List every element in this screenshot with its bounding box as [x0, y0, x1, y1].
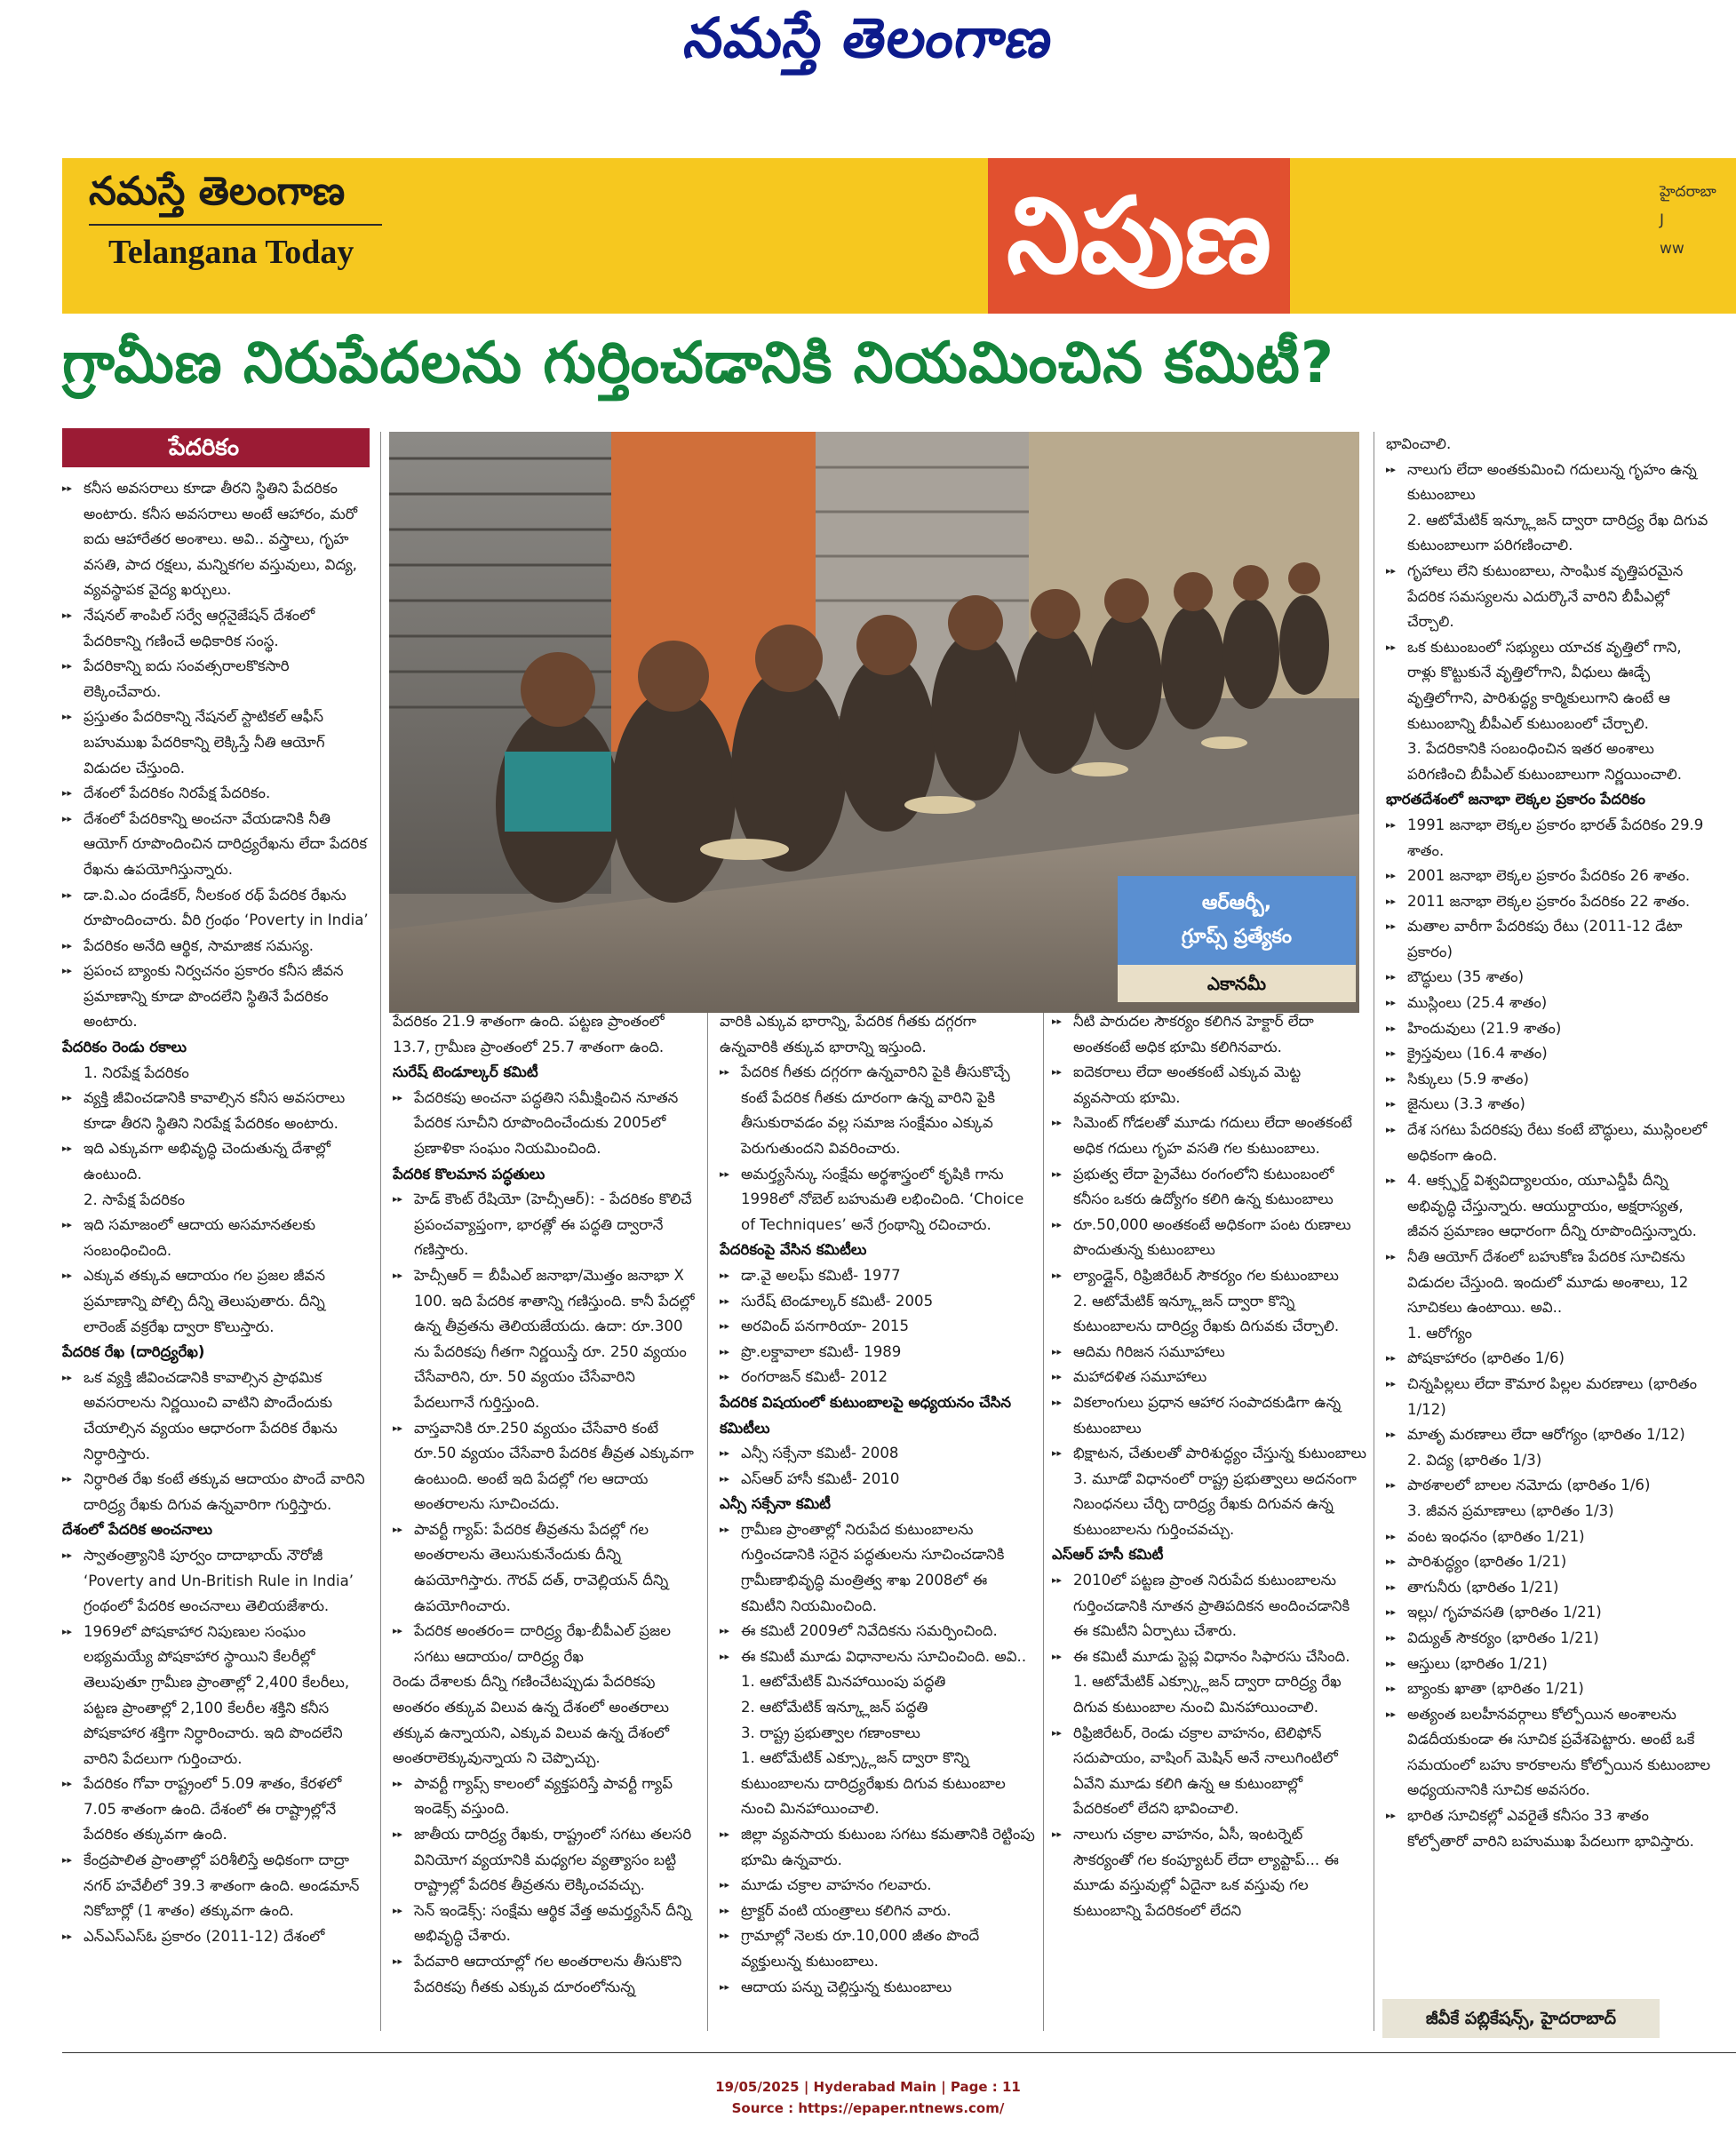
- numbered-item: 2. సాపేక్ష పేదరికం: [84, 1190, 185, 1208]
- bullet-point: ▸▸ పావర్టీ గ్యాప్: పేదరిక తీవ్రతను పేదల్లో గల అంతరాలను తెలుసుకునేందుకు దీన్ని ఉపయోగిస్తారు. గౌరవ్ దత్, రావెల్లియన్ దీన్ని ఉపయోగించారు.: [393, 1517, 695, 1619]
- bullet-point: ▸▸ కనీస అవసరాలు కూడా తీరని స్థితిని పేదరికం అంటారు. కనీస అవసరాలు అంటే ఆహారం, మరో ఐదు ఆహారేతర అంశాలు. అవి.. వస్త్రాలు, గృహ వసతి, పాద రక్షలు, మన్నికగల వస్తువులు, విద్య, వ్యవస్థాపక వైద్య ఖర్చులు.: [62, 476, 370, 603]
- bullet-point: ▸▸ డా.వి.ఎం దండేకర్, నీలకంఠ రథ్ పేదరిక రేఖను రూపొందించారు. వీరి గ్రంథం ‘Poverty in India’: [62, 883, 370, 934]
- brand-divider: [89, 224, 382, 226]
- numbered-item: 1. ఆటోమేటిక్ మినహాయింపు పద్ధతి: [741, 1673, 946, 1691]
- bullet-point: ▸▸ నీతి ఆయోగ్ దేశంలో బహుకోణ పేదరిక సూచికను విడుదల చేస్తుంది. ఇందులో మూడు అంశాలు, 12 సూచికలు ఉంటాయి. అవి..: [1386, 1245, 1711, 1321]
- bullet-point: ▸▸ 2010లో పట్టణ ప్రాంత నిరుపేద కుటుంబాలను గుర్తించడానికి నూతన ప్రాతిపదికన అందించడానికి ఈ కమిటీని ఏర్పాటు చేశారు.: [1052, 1568, 1366, 1644]
- article-headline: గ్రామీణ నిరుపేదలను గుర్తించడానికి నియమించిన కమిటీ?: [62, 330, 1334, 396]
- numbered-item: 3. జీవన ప్రమాణాలు (భారితం 1/3): [1407, 1501, 1614, 1519]
- bullet-point: ▸▸ రూ.50,000 అంతకంటే అధికంగా పంట రుణాలు పొందుతున్న కుటుంబాలు: [1052, 1213, 1366, 1263]
- header-right-line: హైదరాబా: [1660, 183, 1716, 201]
- footer-edition-info: 19/05/2025 | Hyderabad Main | Page : 11: [715, 2079, 1021, 2095]
- bullet-point: ▸▸ అత్యంత బలహీనవర్గాలు కోల్పోయిన అంశాలను విడదీయకుండా ఈ సూచిక ప్రవేశపెట్టారు. అంటే ఒకే సమయంలో బహు కారకాలను కోల్పోయిన కుటుంబాల అధ్యయనానికి సూచిక అవసరం.: [1386, 1702, 1711, 1804]
- bullet-point: ▸▸ రిఫ్రిజిరేటర్, రెండు చక్రాల వాహనం, టెలిఫోన్ సదుపాయం, వాషింగ్ మెషిన్ అనే నాలుగింటిలో ఏవేని మూడు కలిగి ఉన్న ఆ కుటుంబాల్లో పేదరికంలో లేదని భావించాలి.: [1052, 1721, 1366, 1822]
- bullet-point: ▸▸ ఎక్కువ తక్కువ ఆదాయం గల ప్రజల జీవన ప్రమాణాన్ని పోల్చి దీన్ని తెలుపుతారు. దీన్ని లారెంజ్ వక్రరేఖ ద్వారా కొలుస్తారు.: [62, 1263, 370, 1340]
- column-1: [62, 476, 370, 2027]
- numbered-item: 2. ఆటోమేటిక్ ఇన్క్లూజన్ ద్వారా కొన్ని కుటుంబాలను దారిద్ర్య రేఖకు దిగువకు చేర్చాలి.: [1073, 1292, 1340, 1335]
- bullet-point: ▸▸ వికలాంగులు ప్రధాన ఆహార సంపాదకుడిగా ఉన్న కుటుంబాలు: [1052, 1390, 1366, 1441]
- header-right-info: [1660, 178, 1716, 263]
- subheading: భారతదేశంలో జనాభా లెక్కల ప్రకారం పేదరికం: [1386, 791, 1645, 808]
- bullet-point: ▸▸ బ్యాంకు ఖాతా (భారితం 1/21): [1386, 1676, 1711, 1702]
- bullet-point: ▸▸ నీటి పారుదల సౌకర్యం కలిగిన హెక్టార్ లేదా అంతకంటే అధిక భూమి కలిగినవారు.: [1052, 1009, 1366, 1060]
- column-4: [1052, 1009, 1366, 2027]
- bullet-point: ▸▸ పావర్టీ గ్యాప్స్ కాలంలో వ్యక్తపరిస్తే పావర్టీ గ్యాప్ ఇండెక్స్ వస్తుంది.: [393, 1772, 695, 1822]
- bullet-point: ▸▸ పాఠశాలలో బాలల నమోదు (భారితం 1/6): [1386, 1473, 1711, 1499]
- bullet-point: ▸▸ ప్రపంచ బ్యాంకు నిర్వచనం ప్రకారం కనీస జీవన ప్రమాణాన్ని కూడా పొందలేని స్థితినే పేదరికం అంటారు.: [62, 959, 370, 1035]
- bullet-point: ▸▸ ప్రభుత్వ లేదా ప్రైవేటు రంగంలోని కుటుంబంలో కనీసం ఒకరు ఉద్యోగం కలిగి ఉన్న కుటుంబాలు: [1052, 1162, 1366, 1213]
- bullet-point: ▸▸ నాలుగు లేదా అంతకుమించి గదులున్న గృహం ఉన్న కుటుంబాలు: [1386, 458, 1711, 508]
- numbered-item: 2. ఆటోమేటిక్ ఇన్క్లూజన్ ద్వారా దారిద్ర్య రేఖ దిగువ కుటుంబాలుగా పరిగణించాలి.: [1407, 511, 1708, 554]
- numbered-item: 2. ఆటోమేటిక్ ఇన్క్లూజన్ పద్ధతి: [741, 1699, 928, 1716]
- bullet-point: ▸▸ పేదవారి ఆదాయాల్లో గల అంతరాలను తీసుకొని పేదరికపు గీతకు ఎక్కువ దూరంలోనున్న: [393, 1949, 695, 2000]
- bullet-point: ▸▸ 2011 జనాభా లెక్కల ప్రకారం పేదరికం 22 శాతం.: [1386, 889, 1711, 915]
- footer-divider: [62, 2052, 1736, 2053]
- bullet-point: ▸▸ 1991 జనాభా లెక్కల ప్రకారం భారత్ పేదరికం 29.9 శాతం.: [1386, 813, 1711, 864]
- bullet-point: ▸▸ చిన్నపిల్లలు లేదా కౌమార పిల్లల మరణాలు (భారితం 1/12): [1386, 1372, 1711, 1422]
- bullet-point: ▸▸ పేదరిక అంతరం= దారిద్ర్య రేఖ-బీపీఎల్ ప్రజల సగటు ఆదాయం/ దారిద్ర్య రేఖ: [393, 1619, 695, 1669]
- caption-highlight: [1118, 876, 1356, 965]
- header-right-line: J: [1660, 211, 1665, 229]
- bullet-point: ▸▸ నిర్ధారిత రేఖ కంటే తక్కువ ఆదాయం పొందే వారిని దారిద్ర్య రేఖకు దిగువ ఉన్నవారిగా గుర్తిస్తారు.: [62, 1467, 370, 1517]
- bullet-point: ▸▸ జిల్లా వ్యవసాయ కుటుంబ సగటు కమతానికి రెట్టింపు భూమి ఉన్నవారు.: [720, 1822, 1036, 1873]
- bullet-point: ▸▸ ఆదిమ గిరిజన సమూహాలు: [1052, 1340, 1366, 1366]
- numbered-item: 1. నిరపేక్ష పేదరికం: [84, 1063, 189, 1081]
- bullet-point: ▸▸ ప్రస్తుతం పేదరికాన్ని నేషనల్ స్టాటికల్ ఆఫీస్ బహుముఖ పేదరికాన్ని లెక్కిస్తే నీతి ఆయోగ్ విడుదల చేస్తుంది.: [62, 705, 370, 781]
- bullet-point: ▸▸ గ్రామాల్లో నెలకు రూ.10,000 జీతం పొందే వ్యక్తులున్న కుటుంబాలు.: [720, 1923, 1036, 1974]
- bullet-point: ▸▸ మాతృ మరణాలు లేదా ఆరోగ్యం (భారితం 1/12): [1386, 1422, 1711, 1448]
- column-divider: [707, 1013, 708, 2031]
- bullet-point: ▸▸ అరవింద్ పనగారియా- 2015: [720, 1314, 1036, 1340]
- bullet-point: ▸▸ సురేష్ టెండూల్కర్ కమిటీ- 2005: [720, 1289, 1036, 1315]
- numbered-item: 2. విద్య (భారితం 1/3): [1407, 1451, 1542, 1469]
- bullet-point: ▸▸ హెచ్సీఆర్ = బీపీఎల్ జనాభా/మొత్తం జనాభా X 100. ఇది పేదరిక శాతాన్ని గణిస్తుంది. కానీ పేదల్లో ఉన్న తీవ్రతను తెలియజేయదు. ఉదా: రూ.300 ను పేదరికపు గీతగా నిర్ణయిస్తే రూ. 250 వ్యయం చేసేవారిని, రూ. 50 వ్యయం చేసేవారిని పేదలుగానే గుర్తిస్తుంది.: [393, 1263, 695, 1416]
- numbered-item: 3. రాష్ట్ర ప్రభుత్వాల గణాంకాలు: [741, 1724, 920, 1741]
- bullet-point: ▸▸ విద్యుత్ సౌకర్యం (భారితం 1/21): [1386, 1626, 1711, 1652]
- subheading: పేదరికంపై వేసిన కమిటీలు: [720, 1241, 867, 1259]
- header-right-line: ww: [1660, 240, 1684, 258]
- paragraph: భావించాలి.: [1386, 435, 1452, 452]
- paragraph: రెండు దేశాలకు దీన్ని గణించేటప్పుడు పేదరికపు అంతరం తక్కువ విలువ ఉన్న దేశంలో అంతరాలు తక్కువ ఉన్నాయని, ఎక్కువ విలువ ఉన్న దేశంలో అంతరాలెక్కువున్నాయ ని చెప్పొచ్చు.: [393, 1673, 670, 1767]
- bullet-point: ▸▸ ఐదెకరాలు లేదా అంతకంటే ఎక్కువ మెట్ట వ్యవసాయ భూమి.: [1052, 1060, 1366, 1111]
- nipuna-title: నిపుణ: [1006, 173, 1272, 297]
- numbered-item: 1. ఆటోమేటిక్ ఎక్స్క్లూజన్ ద్వారా దారిద్ర్య రేఖ దిగువ కుటుంబాల నుంచి మినహాయించాలి.: [1073, 1673, 1342, 1716]
- bullet-point: ▸▸ జాతీయ దారిద్ర్య రేఖకు, రాష్ట్రంలో సగటు తలసరి వినియోగ వ్యయానికి మధ్యగల వ్యత్యాసం బట్టి రాష్ట్రాల్లో పేదరిక తీవ్రతను లెక్కించవచ్చు.: [393, 1822, 695, 1899]
- numbered-item: 3. మూడో విధానంలో రాష్ట్ర ప్రభుత్వాలు అదనంగా నిబంధనలు చేర్చి దారిద్ర్య రేఖకు దిగువన ఉన్న కుటుంబాలను గుర్తించవచ్చు.: [1073, 1469, 1357, 1538]
- bullet-point: ▸▸ సెన్ ఇండెక్స్: సంక్షేమ ఆర్థిక వేత్త అమర్త్యసేన్ దీన్ని అభివృద్ధి చేశారు.: [393, 1899, 695, 1949]
- bullet-point: ▸▸ ఇది ఎక్కువగా అభివృద్ధి చెందుతున్న దేశాల్లో ఉంటుంది.: [62, 1136, 370, 1187]
- bullet-point: ▸▸ క్రైస్తవులు (16.4 శాతం): [1386, 1041, 1711, 1067]
- bullet-point: ▸▸ వంట ఇంధనం (భారితం 1/21): [1386, 1525, 1711, 1550]
- subheading: పేదరిక రేఖ (దారిద్ర్యరేఖ): [62, 1343, 205, 1361]
- paragraph: పేదరికం 21.9 శాతంగా ఉంది. పట్టణ ప్రాంతంలో 13.7, గ్రామీణ ప్రాంతంలో 25.7 శాతంగా ఉంది.: [393, 1013, 665, 1055]
- bullet-point: ▸▸ ఎన్ఎస్ఎస్ఓ ప్రకారం (2011-12) దేశంలో: [62, 1924, 370, 1950]
- bullet-point: ▸▸ ఒక వ్యక్తి జీవించడానికి కావాల్సిన ప్రాథమిక అవసరాలను నిర్ణయించి వాటిని పొందేందుకు చేయాల్సిన వ్యయం ఆధారంగా పేదరిక రేఖను నిర్ధారిస్తారు.: [62, 1366, 370, 1467]
- bullet-point: ▸▸ ఎన్సీ సక్సేనా కమిటీ- 2008: [720, 1441, 1036, 1467]
- column-3: [720, 1009, 1036, 2027]
- bullet-point: ▸▸ ఈ కమిటీ మూడు విధానాలను సూచించింది. అవి..: [720, 1644, 1036, 1670]
- bullet-point: ▸▸ వాస్తవానికి రూ.250 వ్యయం చేసేవారి కంటే రూ.50 వ్యయం చేసేవారి పేదరిక తీవ్రత ఎక్కువగా ఉంటుంది. అంటే ఇది పేదల్లో గల ఆదాయ అంతరాలను సూచించదు.: [393, 1416, 695, 1517]
- subheading: పేదరిక కొలమాన పద్ధతులు: [393, 1165, 545, 1182]
- bullet-point: ▸▸ భిక్షాటన, చేతులతో పారిశుద్ధ్యం చేస్తున్న కుటుంబాలు: [1052, 1441, 1366, 1467]
- bullet-point: ▸▸ డా.వై అలఘ్ కమిటీ- 1977: [720, 1263, 1036, 1289]
- subheading: ఎస్ఆర్ హసీ కమిటీ: [1052, 1546, 1164, 1564]
- bullet-point: ▸▸ 4. ఆక్స్ఫర్డ్ విశ్వవిద్యాలయం, యూఎన్డీపీ దీన్ని అభివృద్ధి చేస్తున్నారు. ఆయుర్దాయం, అక్షరాస్యత, జీవన ప్రమాణం ఆధారంగా దీన్ని రూపొందిస్తున్నారు.: [1386, 1168, 1711, 1245]
- bullet-point: ▸▸ మహాదళిత సమూహాలు: [1052, 1365, 1366, 1390]
- bullet-point: ▸▸ ఈ కమిటీ మూడు స్టెప్ల విధానం సిఫారసు చేసింది.: [1052, 1644, 1366, 1670]
- bullet-point: ▸▸ వ్యక్తి జీవించడానికి కావాల్సిన కనీస అవసరాలు కూడా తీరని స్థితిని నిరపేక్ష పేదరికం అంటారు.: [62, 1086, 370, 1136]
- bullet-point: ▸▸ పేదరిక గీతకు దగ్గరగా ఉన్నవారిని పైకి తీసుకొచ్చే కంటే పేదరిక గీతకు దూరంగా ఉన్న వారిని పైకి తీసుకురావడం వల్ల సమాజ సంక్షేమం ఎక్కువ పెరుగుతుందని వివరించారు.: [720, 1060, 1036, 1161]
- caption-line-2: గ్రూప్స్ ప్రత్యేకం: [1181, 926, 1293, 948]
- bullet-point: ▸▸ సిక్కులు (5.9 శాతం): [1386, 1067, 1711, 1093]
- bullet-point: ▸▸ ఆస్తులు (భారితం 1/21): [1386, 1652, 1711, 1677]
- bullet-point: ▸▸ హెడ్ కౌంట్ రేషియో (హెచ్సీఆర్): - పేదరికం కొలిచే ప్రపంచవ్యాప్తంగా, భారత్లో ఈ పద్ధతి ద్వారానే గణిస్తారు.: [393, 1187, 695, 1263]
- column-2: [393, 1009, 695, 2027]
- bullet-point: ▸▸ ట్రాక్టర్ వంటి యంత్రాలు కలిగిన వారు.: [720, 1899, 1036, 1924]
- paragraph: వారికి ఎక్కువ భారాన్ని, పేదరిక గీతకు దగ్గరగా ఉన్నవారికి తక్కువ భారాన్ని ఇస్తుంది.: [720, 1013, 976, 1055]
- bullet-point: ▸▸ ఇల్లు/ గృహవసతి (భారితం 1/21): [1386, 1600, 1711, 1626]
- subheading: దేశంలో పేదరిక అంచనాలు: [62, 1521, 212, 1539]
- footer-source: Source : https://epaper.ntnews.com/: [731, 2100, 1005, 2116]
- bullet-point: ▸▸ గృహాలు లేని కుటుంబాలు, సాంఘిక వృత్తిపరమైన పేదరిక సమస్యలను ఎదుర్కొనే వారిని బీపీఎల్లో చేర్చాలి.: [1386, 559, 1711, 635]
- numbered-item: 1. ఆరోగ్యం: [1407, 1324, 1472, 1342]
- bullet-point: ▸▸ హిందువులు (21.9 శాతం): [1386, 1016, 1711, 1042]
- bullet-point: ▸▸ బౌద్ధులు (35 శాతం): [1386, 965, 1711, 991]
- numbered-item: 1. ఆటోమేటిక్ ఎక్స్క్లూజన్ ద్వారా కొన్ని కుటుంబాలను దారిద్ర్యరేఖకు దిగువ కుటుంబాల నుంచి మినహాయించాలి.: [741, 1749, 1006, 1818]
- bullet-point: ▸▸ 2001 జనాభా లెక్కల ప్రకారం పేదరికం 26 శాతం.: [1386, 864, 1711, 889]
- subheading: ఎన్సీ సక్సేనా కమిటీ: [720, 1495, 831, 1513]
- bullet-point: ▸▸ నాలుగు చక్రాల వాహనం, ఏసీ, ఇంటర్నెట్ సౌకర్యంతో గల కంప్యూటర్ లేదా ల్యాప్టాప్... ఈ మూడు వస్తువుల్లో ఏదైనా ఒక వస్తువు గల కుటుంబాన్ని పేదరికంలో లేదని: [1052, 1822, 1366, 1923]
- bullet-point: ▸▸ పోషకాహారం (భారితం 1/6): [1386, 1346, 1711, 1372]
- bullet-point: ▸▸ ప్రొ.లక్డావాలా కమిటీ- 1989: [720, 1340, 1036, 1366]
- column-divider: [1043, 1013, 1044, 2031]
- subheading: పేదరిక విషయంలో కుటుంబాలపై అధ్యయనం చేసిన కమిటీలు: [720, 1393, 1012, 1437]
- bullet-point: ▸▸ పారిశుద్ధ్యం (భారితం 1/21): [1386, 1549, 1711, 1575]
- bullet-point: ▸▸ పేదరికాన్ని ఐదు సంవత్సరాలకొకసారి లెక్కించేవారు.: [62, 654, 370, 705]
- bullet-point: ▸▸ పేదరికం గోవా రాష్ట్రంలో 5.09 శాతం, కేరళలో 7.05 శాతంగా ఉంది. దేశంలో ఈ రాష్ట్రాల్లోనే పేదరికం తక్కువగా ఉంది.: [62, 1772, 370, 1848]
- caption-line-1: ఆర్ఆర్బీ,: [1201, 892, 1272, 914]
- brand-telangana-today: Telangana Today: [108, 234, 354, 271]
- bullet-point: ▸▸ ఒక కుటుంబంలో సభ్యులు యాచక వృత్తిలో గాని, రాళ్లు కొట్టుకునే వృత్తిలోగాని, వీధులు ఊడ్చే వృత్తిలోగాని, పారిశుద్ధ్య కార్మికులుగాని ఉంటే ఆ కుటుంబాన్ని బీపీఎల్ కుటుంబంలో చేర్చాలి.: [1386, 635, 1711, 737]
- bullet-point: ▸▸ జైనులు (3.3 శాతం): [1386, 1092, 1711, 1118]
- bullet-point: ▸▸ అమర్త్యసేన్కు సంక్షేమ అర్థశాస్త్రంలో కృషికి గాను 1998లో నోబెల్ బహుమతి లభించింది. ‘Choice of Techniques’ అనే గ్రంథాన్ని రచించారు.: [720, 1162, 1036, 1238]
- caption-tag: ఎకానమీ: [1118, 965, 1356, 1002]
- numbered-item: 3. పేదరికానికి సంబంధించిన ఇతర అంశాలు పరిగణించి బీపీఎల్ కుటుంబాలుగా నిర్ణయించాలి.: [1407, 740, 1683, 783]
- bullet-point: ▸▸ నేషనల్ శాంపిల్ సర్వే ఆర్గనైజేషన్ దేశంలో పేదరికాన్ని గణించే అధికారిక సంస్థ.: [62, 603, 370, 654]
- bullet-point: ▸▸ ఎస్ఆర్ హాసీ కమిటీ- 2010: [720, 1467, 1036, 1493]
- bullet-point: ▸▸ సిమెంట్ గోడలతో మూడు గదులు లేదా అంతకంటే అధిక గదులు గృహ వసతి గల కుటుంబాలు.: [1052, 1111, 1366, 1161]
- subheading: పేదరికం రెండు రకాలు: [62, 1039, 187, 1056]
- bullet-point: ▸▸ ఈ కమిటీ 2009లో నివేదికను సమర్పించింది.: [720, 1619, 1036, 1644]
- bullet-point: ▸▸ భారిత సూచికల్లో ఎవరైతే కనీసం 33 శాతం కోల్పోతారో వారిని బహుముఖ పేదలుగా భావిస్తారు.: [1386, 1804, 1711, 1854]
- bullet-point: ▸▸ గ్రామీణ ప్రాంతాల్లో నిరుపేద కుటుంబాలను గుర్తించడానికి సరైన పద్ధతులను సూచించడానికి గ్రామీణాభివృద్ధి మంత్రిత్వ శాఖ 2008లో ఈ కమిటీని నియమించింది.: [720, 1517, 1036, 1619]
- publication-credit: జీవీకే పబ్లికేషన్స్, హైదరాబాద్: [1382, 1999, 1660, 2038]
- bullet-point: ▸▸ పేదరికం అనేది ఆర్థిక, సామాజిక సమస్య.: [62, 934, 370, 960]
- bullet-point: ▸▸ పేదరికపు అంచనా పద్ధతిని సమీక్షించిన నూతన పేదరిక సూచీని రూపొందించేందుకు 2005లో ప్రణాళికా సంఘం నియమించింది.: [393, 1086, 695, 1162]
- photo-caption-box: [1118, 876, 1356, 1002]
- bullet-point: ▸▸ ఆదాయ పన్ను చెల్లిస్తున్న కుటుంబాలు: [720, 1975, 1036, 2001]
- column-5: [1386, 432, 1711, 1994]
- bullet-point: ▸▸ రంగరాజన్ కమిటీ- 2012: [720, 1365, 1036, 1390]
- bullet-point: ▸▸ దేశ సగటు పేదరికపు రేటు కంటే బౌద్ధులు, ముస్లింలలో అధికంగా ఉంది.: [1386, 1118, 1711, 1168]
- bullet-point: ▸▸ మూడు చక్రాల వాహనం గలవారు.: [720, 1873, 1036, 1899]
- bullet-point: ▸▸ కేంద్రపాలిత ప్రాంతాల్లో పరిశీలిస్తే అధికంగా దాద్రా నగర్ హవేలీలో 39.3 శాతంగా ఉంది. అండమాన్ నికోబార్లో (1 శాతం) తక్కువగా ఉంది.: [62, 1848, 370, 1924]
- bullet-point: ▸▸ ఇది సమాజంలో ఆదాయ అసమానతలకు సంబంధించింది.: [62, 1213, 370, 1263]
- column-divider: [380, 432, 381, 2031]
- bullet-point: ▸▸ ల్యాండ్లైన్, రిఫ్రిజిరేటర్ సౌకర్యం గల కుటుంబాలు: [1052, 1263, 1366, 1289]
- masthead-logo: నమస్తే తెలంగాణ: [680, 5, 1058, 70]
- bullet-point: ▸▸ స్వాతంత్ర్యానికి పూర్వం దాదాభాయ్ నౌరోజీ ‘Poverty and Un-British Rule in India’ గ్రంథంలో పేదరిక అంచనాలు తెలియజేశారు.: [62, 1543, 370, 1620]
- subheading: సురేష్ టెండూల్కర్ కమిటీ: [393, 1063, 538, 1081]
- section-label: పేదరికం: [62, 428, 370, 467]
- bullet-point: ▸▸ ముస్లింలు (25.4 శాతం): [1386, 991, 1711, 1016]
- bullet-point: ▸▸ 1969లో పోషకాహార నిపుణుల సంఘం లభ్యమయ్యే పోషకాహార స్థాయిని కేలరీల్లో తెలుపుతూ గ్రామీణ ప్రాంతాల్లో 2,400 కేలరీలు, పట్టణ ప్రాంతాల్లో 2,100 కేలరీల శక్తిని కనీస పోషకాహార శక్తిగా నిర్ధారించారు. ఇది పొందలేని వారిని పేదలుగా గుర్తించారు.: [62, 1620, 370, 1772]
- bullet-point: ▸▸ దేశంలో పేదరికం నిరపేక్ష పేదరికం.: [62, 781, 370, 807]
- bullet-point: ▸▸ మతాల వారీగా పేదరికపు రేటు (2011-12 డేటా ప్రకారం): [1386, 914, 1711, 965]
- bullet-point: ▸▸ తాగునీరు (భారితం 1/21): [1386, 1575, 1711, 1601]
- brand-namasthe-telangana: నమస్తే తెలంగాణ: [89, 169, 346, 214]
- bullet-point: ▸▸ దేశంలో పేదరికాన్ని అంచనా వేయడానికి నీతి ఆయోగ్ రూపొందించిన దారిద్ర్యరేఖను లేదా పేదరిక రేఖను ఉపయోగిస్తున్నారు.: [62, 807, 370, 883]
